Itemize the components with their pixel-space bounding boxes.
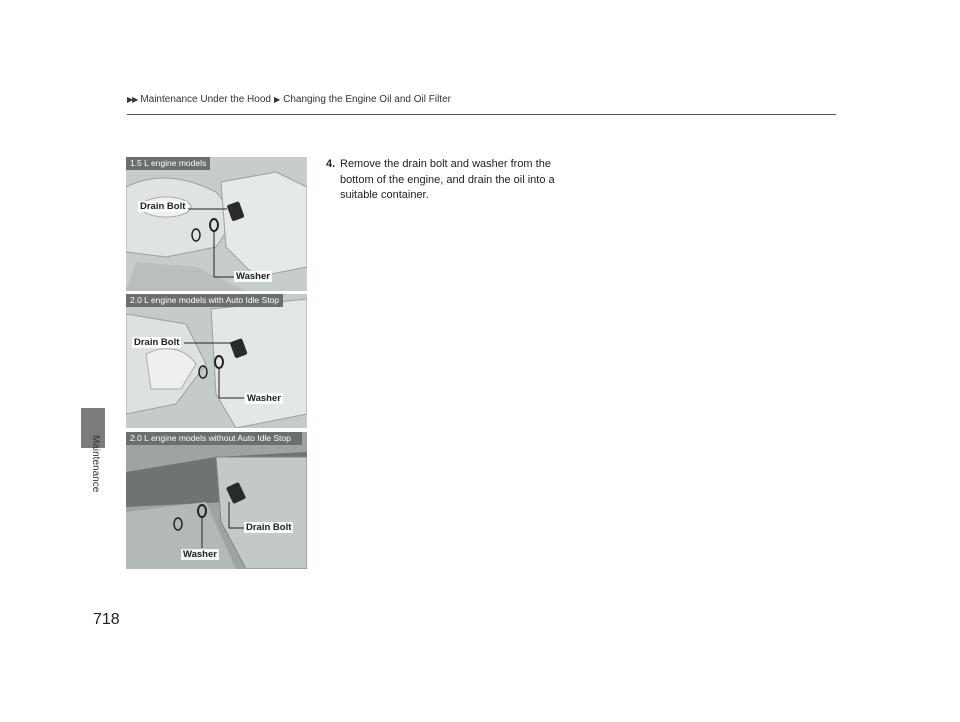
- page-number: 718: [93, 611, 120, 628]
- breadcrumb-item-maintenance-under-hood[interactable]: Maintenance Under the Hood: [140, 94, 271, 105]
- figure-2-0l-without-idle-stop: [126, 432, 307, 569]
- engine-illustration-2: [126, 294, 307, 428]
- drain-bolt-label: Drain Bolt: [140, 201, 186, 212]
- figure-caption: 2.0 L engine models without Auto Idle Stop: [126, 432, 302, 445]
- section-label-text: Maintenance: [90, 435, 101, 493]
- engine-illustration-1: [126, 157, 307, 291]
- drain-bolt-label: Drain Bolt: [246, 522, 292, 533]
- breadcrumb-item-changing-oil[interactable]: Changing the Engine Oil and Oil Filter: [283, 94, 451, 105]
- step-text: Remove the drain bolt and washer from the bottom of the engine, and drain the oil into a suitable container.: [340, 158, 555, 201]
- figure-2-0l-with-idle-stop: [126, 294, 307, 428]
- section-tab-label[interactable]: [91, 435, 103, 505]
- washer-label: Washer: [183, 549, 217, 560]
- breadcrumb: [127, 94, 451, 105]
- washer-label: Washer: [236, 271, 270, 282]
- figure-caption: 2.0 L engine models with Auto Idle Stop: [126, 294, 283, 307]
- double-triangle-icon: ▶▶: [127, 95, 138, 104]
- header-rule: [127, 114, 836, 115]
- figure-1-5l-engine: [126, 157, 307, 291]
- step-4: [326, 157, 566, 204]
- step-number: 4.: [326, 158, 336, 170]
- drain-bolt-label: Drain Bolt: [134, 337, 180, 348]
- washer-label: Washer: [247, 393, 281, 404]
- figure-caption: 1.5 L engine models: [126, 157, 210, 170]
- triangle-icon: ▶: [273, 95, 281, 104]
